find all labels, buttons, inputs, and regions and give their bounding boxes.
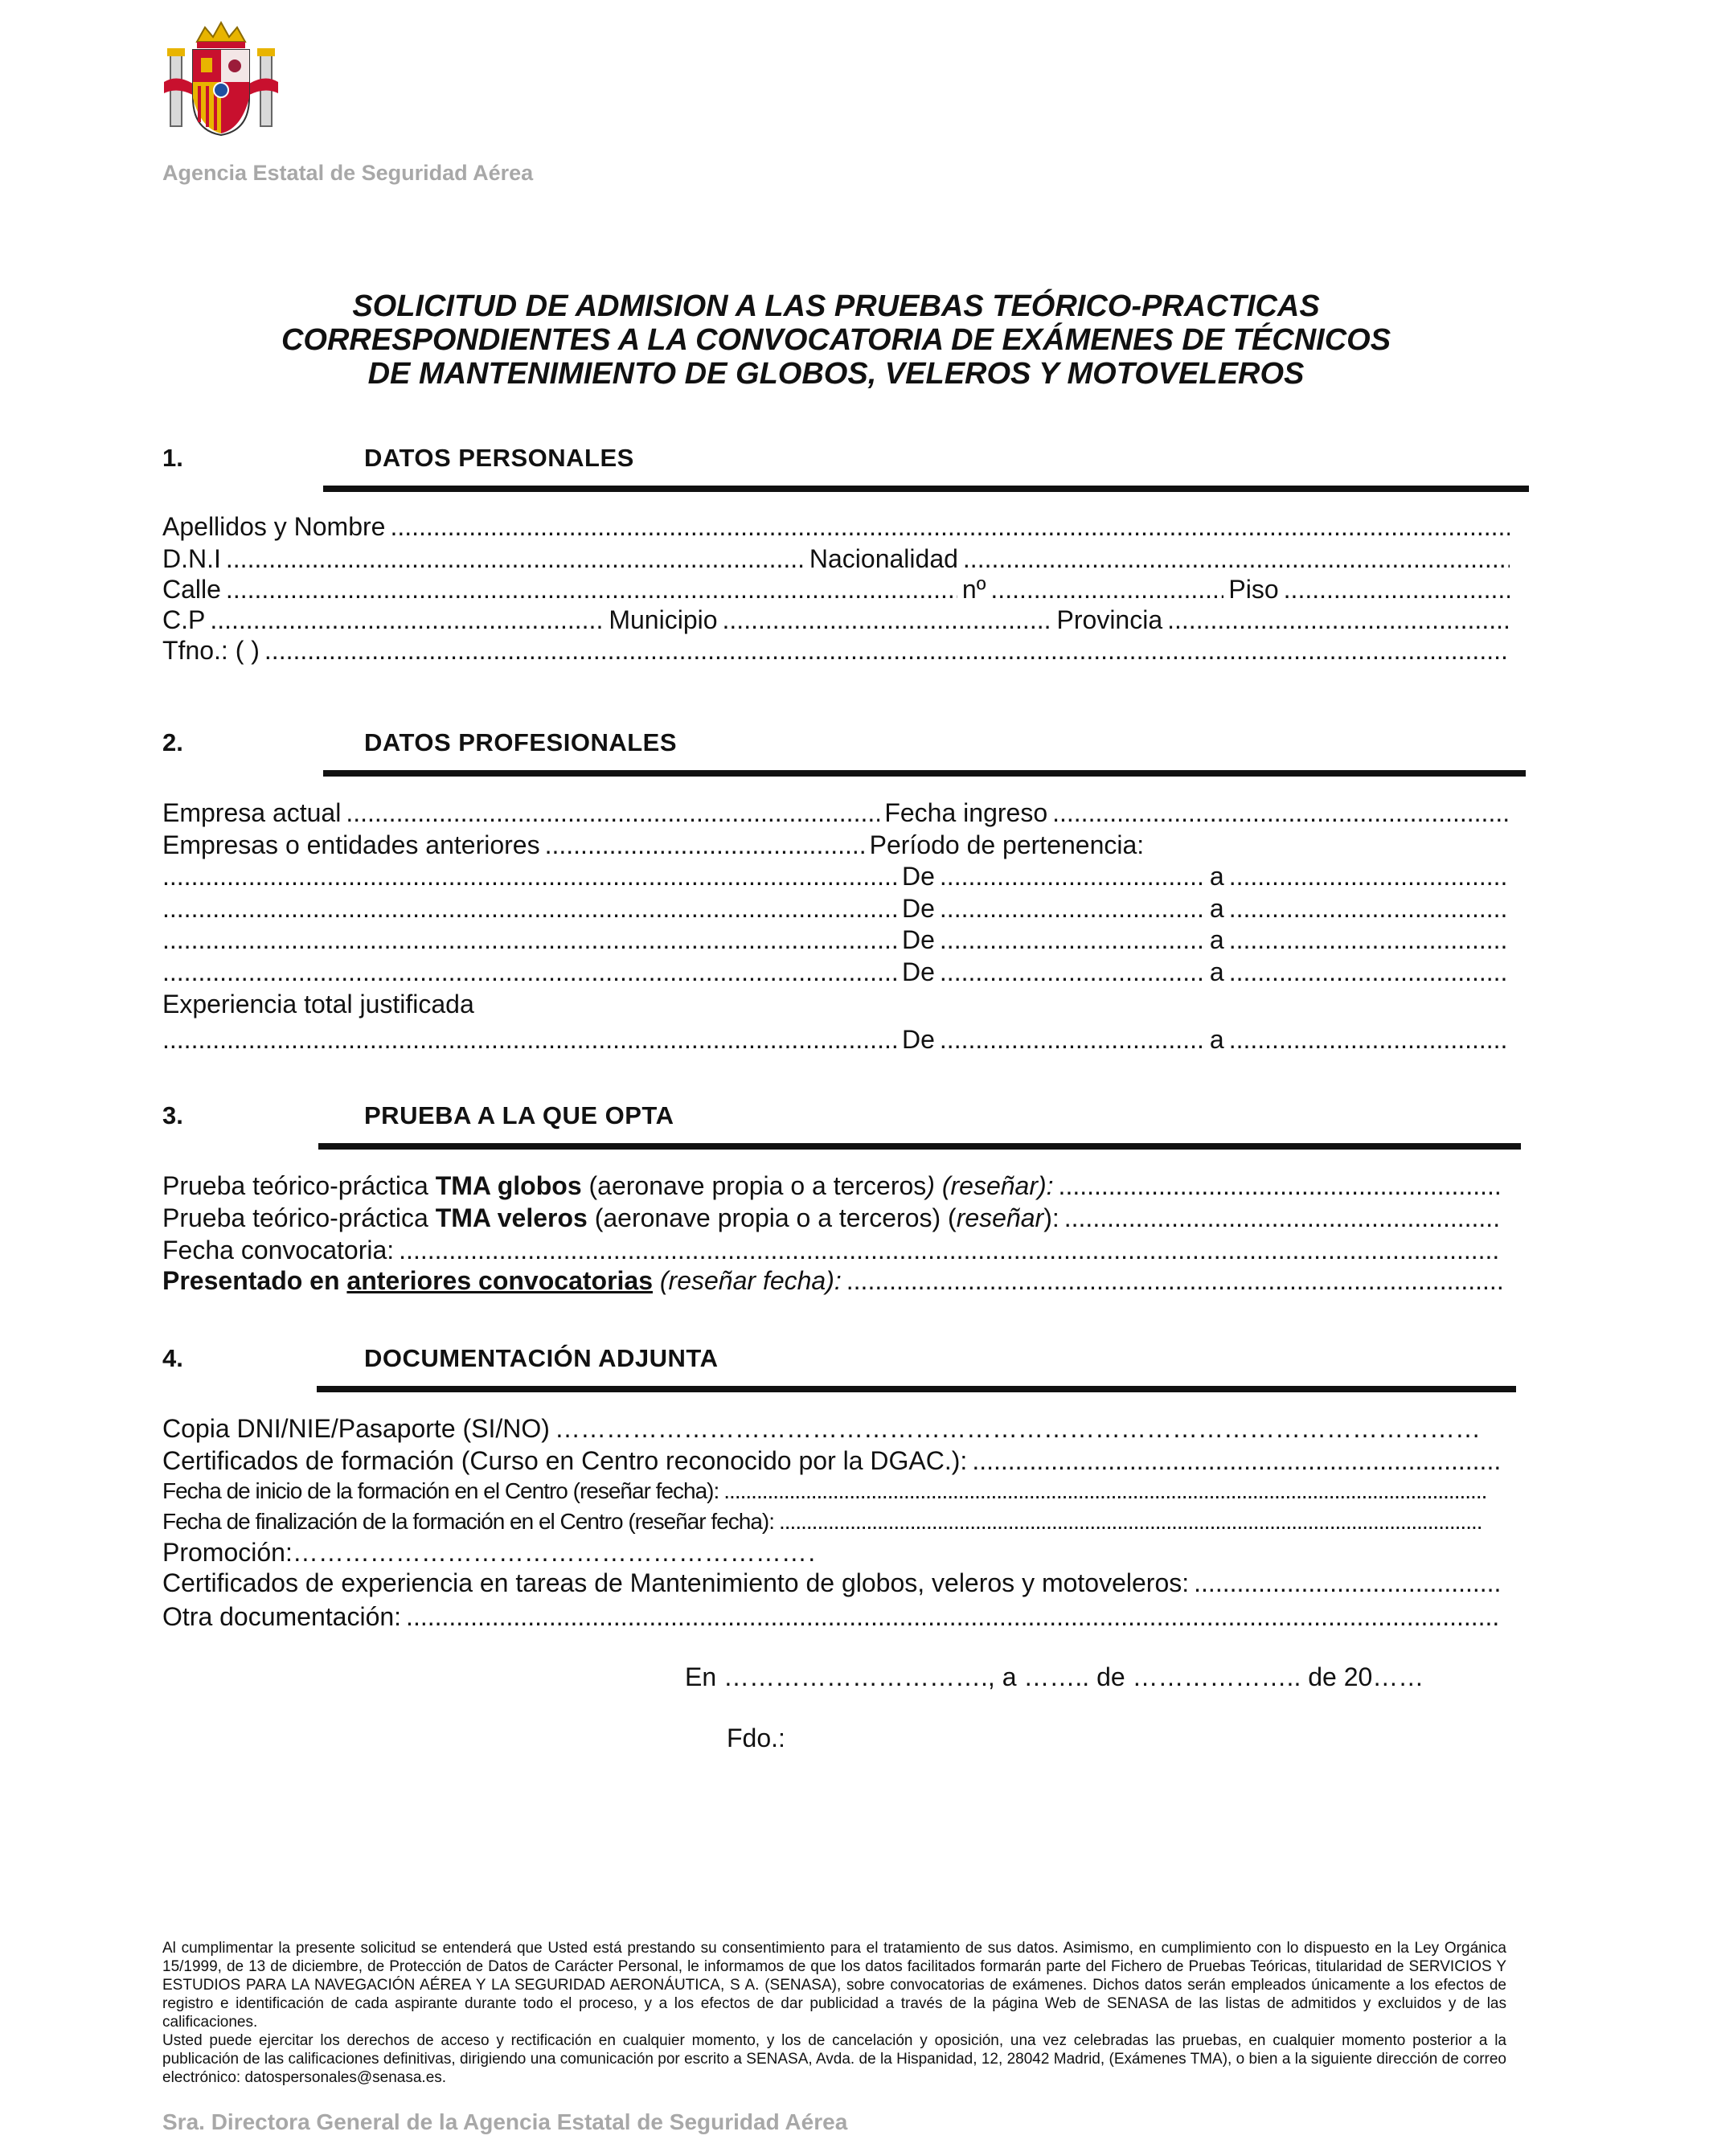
field-apellidos[interactable] (162, 511, 1514, 542)
label-dni: D.N.I (162, 544, 221, 573)
fill-cert-experiencia[interactable] (1194, 1568, 1502, 1598)
label-a-3: a (1209, 925, 1224, 954)
fill-a-2[interactable] (1229, 893, 1510, 924)
label-presentado: Presentado en anteriores convocatorias (reseñar fecha): (162, 1266, 842, 1295)
section-2-number: 2. (162, 728, 183, 756)
field-tma-globos[interactable] (162, 1170, 1506, 1201)
fill-apellidos[interactable] (390, 511, 1510, 542)
fill-a-exp[interactable] (1229, 1024, 1510, 1055)
label-a-exp: a (1209, 1025, 1224, 1054)
label-numero: nº (961, 575, 986, 604)
title-line-1: SOLICITUD DE ADMISION A LAS PRUEBAS TEÓRICO-PRACTICAS (352, 289, 1320, 323)
fill-calle[interactable] (226, 574, 957, 605)
field-calle[interactable] (162, 574, 1514, 605)
period-row-1[interactable] (162, 861, 1514, 892)
privacy-paragraph-1: Al cumplimentar la presente solicitud se entenderá que Usted está prestando su consentimiento para el tratamiento de sus datos. Asimismo, en cumplimiento con lo dispuesto en la Ley Orgánica 15/1999, de 13 de diciembre, de Protección de Datos de Carácter Personal, le informamos de que los datos facilitados formarán parte del Fichero de Pruebas Teóricas, titularidad de SERVICIOS Y ESTUDIOS PARA LA NAVEGACIÓN AÉREA Y LA SEGURIDAD AERONÁUTICA, S A. (SENASA), sobre convocatorias de exámenes. Dichos datos serán empleados únicamente a los efectos de registro e identificación de cada aspirante durante todo el proceso, y a los efectos de dar publicidad a través de la página Web de SENASA de las listas de admitidos y excluidos y de las calificaciones. (162, 1940, 1506, 2031)
fill-entity-1[interactable] (162, 861, 897, 892)
label-de-3: De (902, 925, 935, 954)
field-dni[interactable] (162, 543, 1514, 574)
fill-copia-dni[interactable] (555, 1413, 1484, 1444)
title-line-3: DE MANTENIMIENTO DE GLOBOS, VELEROS Y MOTOVELEROS (367, 357, 1305, 391)
label-fecha-fin: Fecha de finalización de la formación en el Centro (reseñar fecha): (162, 1509, 774, 1534)
label-tma-veleros: Prueba teórico-práctica TMA veleros (aeronave propia o a terceros) (reseñar): (162, 1203, 1059, 1232)
label-a-4: a (1209, 957, 1224, 986)
section-1-number: 1. (162, 444, 183, 472)
section-4-title: DOCUMENTACIÓN ADJUNTA (364, 1344, 719, 1372)
fill-piso[interactable] (1284, 574, 1510, 605)
place-date-line[interactable]: En …………………………., a …….. de ……………….. de 20…… (685, 1662, 1424, 1691)
fill-experiencia[interactable] (162, 1024, 897, 1055)
field-tfno[interactable] (162, 635, 1514, 666)
coat-of-arms-icon (161, 18, 281, 138)
fill-cert-formacion[interactable] (972, 1445, 1502, 1476)
label-fecha-convocatoria: Fecha convocatoria: (162, 1236, 395, 1264)
label-de-2: De (902, 894, 935, 923)
label-anteriores: Empresas o entidades anteriores (162, 830, 540, 859)
fill-a-1[interactable] (1229, 861, 1510, 892)
label-fecha-inicio: Fecha de inicio de la formación en el Centro (reseñar fecha): (162, 1478, 719, 1503)
fill-provincia[interactable] (1167, 605, 1510, 635)
label-fecha-ingreso: Fecha ingreso (884, 798, 1048, 827)
fill-nacionalidad[interactable] (963, 543, 1510, 574)
section-3-number: 3. (162, 1101, 183, 1129)
fill-a-4[interactable] (1229, 957, 1510, 987)
form-title (0, 289, 1672, 391)
title-line-2: CORRESPONDIENTES A LA CONVOCATORIA DE EXÁMENES DE TÉCNICOS (281, 323, 1391, 357)
label-promocion: Promoción: (162, 1538, 293, 1567)
field-anteriores[interactable] (162, 830, 1514, 860)
signature-label: Fdo.: (727, 1724, 785, 1752)
label-piso: Piso (1228, 575, 1279, 604)
label-de-4: De (902, 957, 935, 986)
field-otra-documentacion[interactable] (162, 1601, 1506, 1632)
field-fecha-convocatoria[interactable] (162, 1235, 1506, 1265)
fill-municipio[interactable] (723, 605, 1052, 635)
field-tma-veleros[interactable] (162, 1203, 1506, 1233)
fill-presentado[interactable] (846, 1265, 1502, 1296)
label-nacionalidad: Nacionalidad (809, 544, 958, 573)
label-cp: C.P (162, 605, 206, 634)
label-de-exp: De (902, 1025, 935, 1054)
field-fecha-fin[interactable] (162, 1506, 1489, 1537)
period-row-experiencia[interactable] (162, 1024, 1514, 1055)
privacy-notice (162, 1939, 1506, 2087)
fill-dni[interactable] (226, 543, 805, 574)
fill-a-3[interactable] (1229, 924, 1510, 955)
label-experiencia: Experiencia total justificada (162, 990, 474, 1019)
label-tma-globos: Prueba teórico-práctica TMA globos (aeronave propia o a terceros) (reseñar): (162, 1171, 1054, 1200)
label-a-2: a (1209, 894, 1224, 923)
field-presentado[interactable] (162, 1265, 1506, 1296)
fill-entity-2[interactable] (162, 893, 897, 924)
period-row-4[interactable] (162, 957, 1514, 987)
fill-de-1[interactable] (940, 861, 1205, 892)
fill-de-3[interactable] (940, 924, 1205, 955)
section-1-rule (323, 486, 1529, 492)
fill-cp[interactable] (210, 605, 604, 635)
field-fecha-inicio[interactable] (162, 1476, 1492, 1506)
section-1-title: DATOS PERSONALES (364, 444, 634, 472)
section-4-number: 4. (162, 1344, 183, 1372)
field-copia-dni[interactable] (162, 1413, 1489, 1444)
period-row-2[interactable] (162, 893, 1514, 924)
fill-tfno[interactable] (264, 635, 1510, 666)
fill-anteriores[interactable] (545, 830, 865, 860)
fill-fecha-fin[interactable] (779, 1506, 1484, 1537)
section-2-title: DATOS PROFESIONALES (364, 728, 678, 756)
addressee: Sra. Directora General de la Agencia Estatal de Seguridad Aérea (162, 2109, 848, 2134)
fill-entity-4[interactable] (162, 957, 897, 987)
fill-fecha-convocatoria[interactable] (399, 1235, 1502, 1265)
field-cp[interactable] (162, 605, 1514, 635)
label-cert-formacion: Certificados de formación (Curso en Centro reconocido por la DGAC.): (162, 1446, 968, 1475)
fill-de-2[interactable] (940, 893, 1205, 924)
fill-numero[interactable] (990, 574, 1223, 605)
fill-otra-documentacion[interactable] (406, 1601, 1502, 1632)
fill-entity-3[interactable] (162, 924, 897, 955)
agency-name: Agencia Estatal de Seguridad Aérea (162, 161, 534, 185)
label-otra-documentacion: Otra documentación: (162, 1602, 402, 1631)
label-municipio: Municipio (609, 605, 718, 634)
fill-promocion[interactable] (293, 1537, 817, 1568)
field-cert-formacion[interactable] (162, 1445, 1506, 1476)
field-promocion[interactable] (162, 1537, 822, 1568)
fill-de-4[interactable] (940, 957, 1205, 987)
fill-fecha-ingreso[interactable] (1052, 797, 1510, 828)
label-calle: Calle (162, 575, 221, 604)
fill-empresa[interactable] (346, 797, 879, 828)
period-row-3[interactable] (162, 924, 1514, 955)
field-experiencia (162, 989, 1514, 1019)
fill-tma-globos[interactable] (1059, 1170, 1502, 1201)
label-a-1: a (1209, 862, 1224, 891)
label-de-1: De (902, 862, 935, 891)
label-empresa: Empresa actual (162, 798, 342, 827)
section-4-rule (317, 1386, 1516, 1392)
label-provincia: Provincia (1056, 605, 1163, 634)
field-cert-experiencia[interactable] (162, 1568, 1506, 1598)
fill-tma-veleros[interactable] (1064, 1203, 1502, 1233)
label-copia-dni: Copia DNI/NIE/Pasaporte (SI/NO) (162, 1414, 550, 1443)
label-cert-experiencia: Certificados de experiencia en tareas de Mantenimiento de globos, veleros y motoveleros: (162, 1568, 1190, 1597)
fill-fecha-inicio[interactable] (723, 1476, 1487, 1506)
field-empresa[interactable] (162, 797, 1514, 828)
section-3-title: PRUEBA A LA QUE OPTA (364, 1101, 674, 1129)
label-tfno: Tfno.: ( ) (162, 636, 260, 665)
label-apellidos: Apellidos y Nombre (162, 512, 386, 541)
section-2-rule (323, 770, 1526, 777)
label-periodo: Período de pertenencia: (869, 830, 1145, 859)
fill-de-exp[interactable] (940, 1024, 1205, 1055)
section-3-rule (318, 1143, 1521, 1150)
privacy-paragraph-2: Usted puede ejercitar los derechos de acceso y rectificación en cualquier momento, y los de cancelación y oposición, una vez celebradas las pruebas, en cualquier momento posterior a la publicación de las calificaciones definitivas, dirigiendo una comunicación por escrito a SENASA, Avda. de la Hispanidad, 12, 28042 Madrid, (Exámenes TMA), o bien a la siguiente dirección de correo electrónico: datospersonales@senasa.es. (162, 2032, 1506, 2086)
